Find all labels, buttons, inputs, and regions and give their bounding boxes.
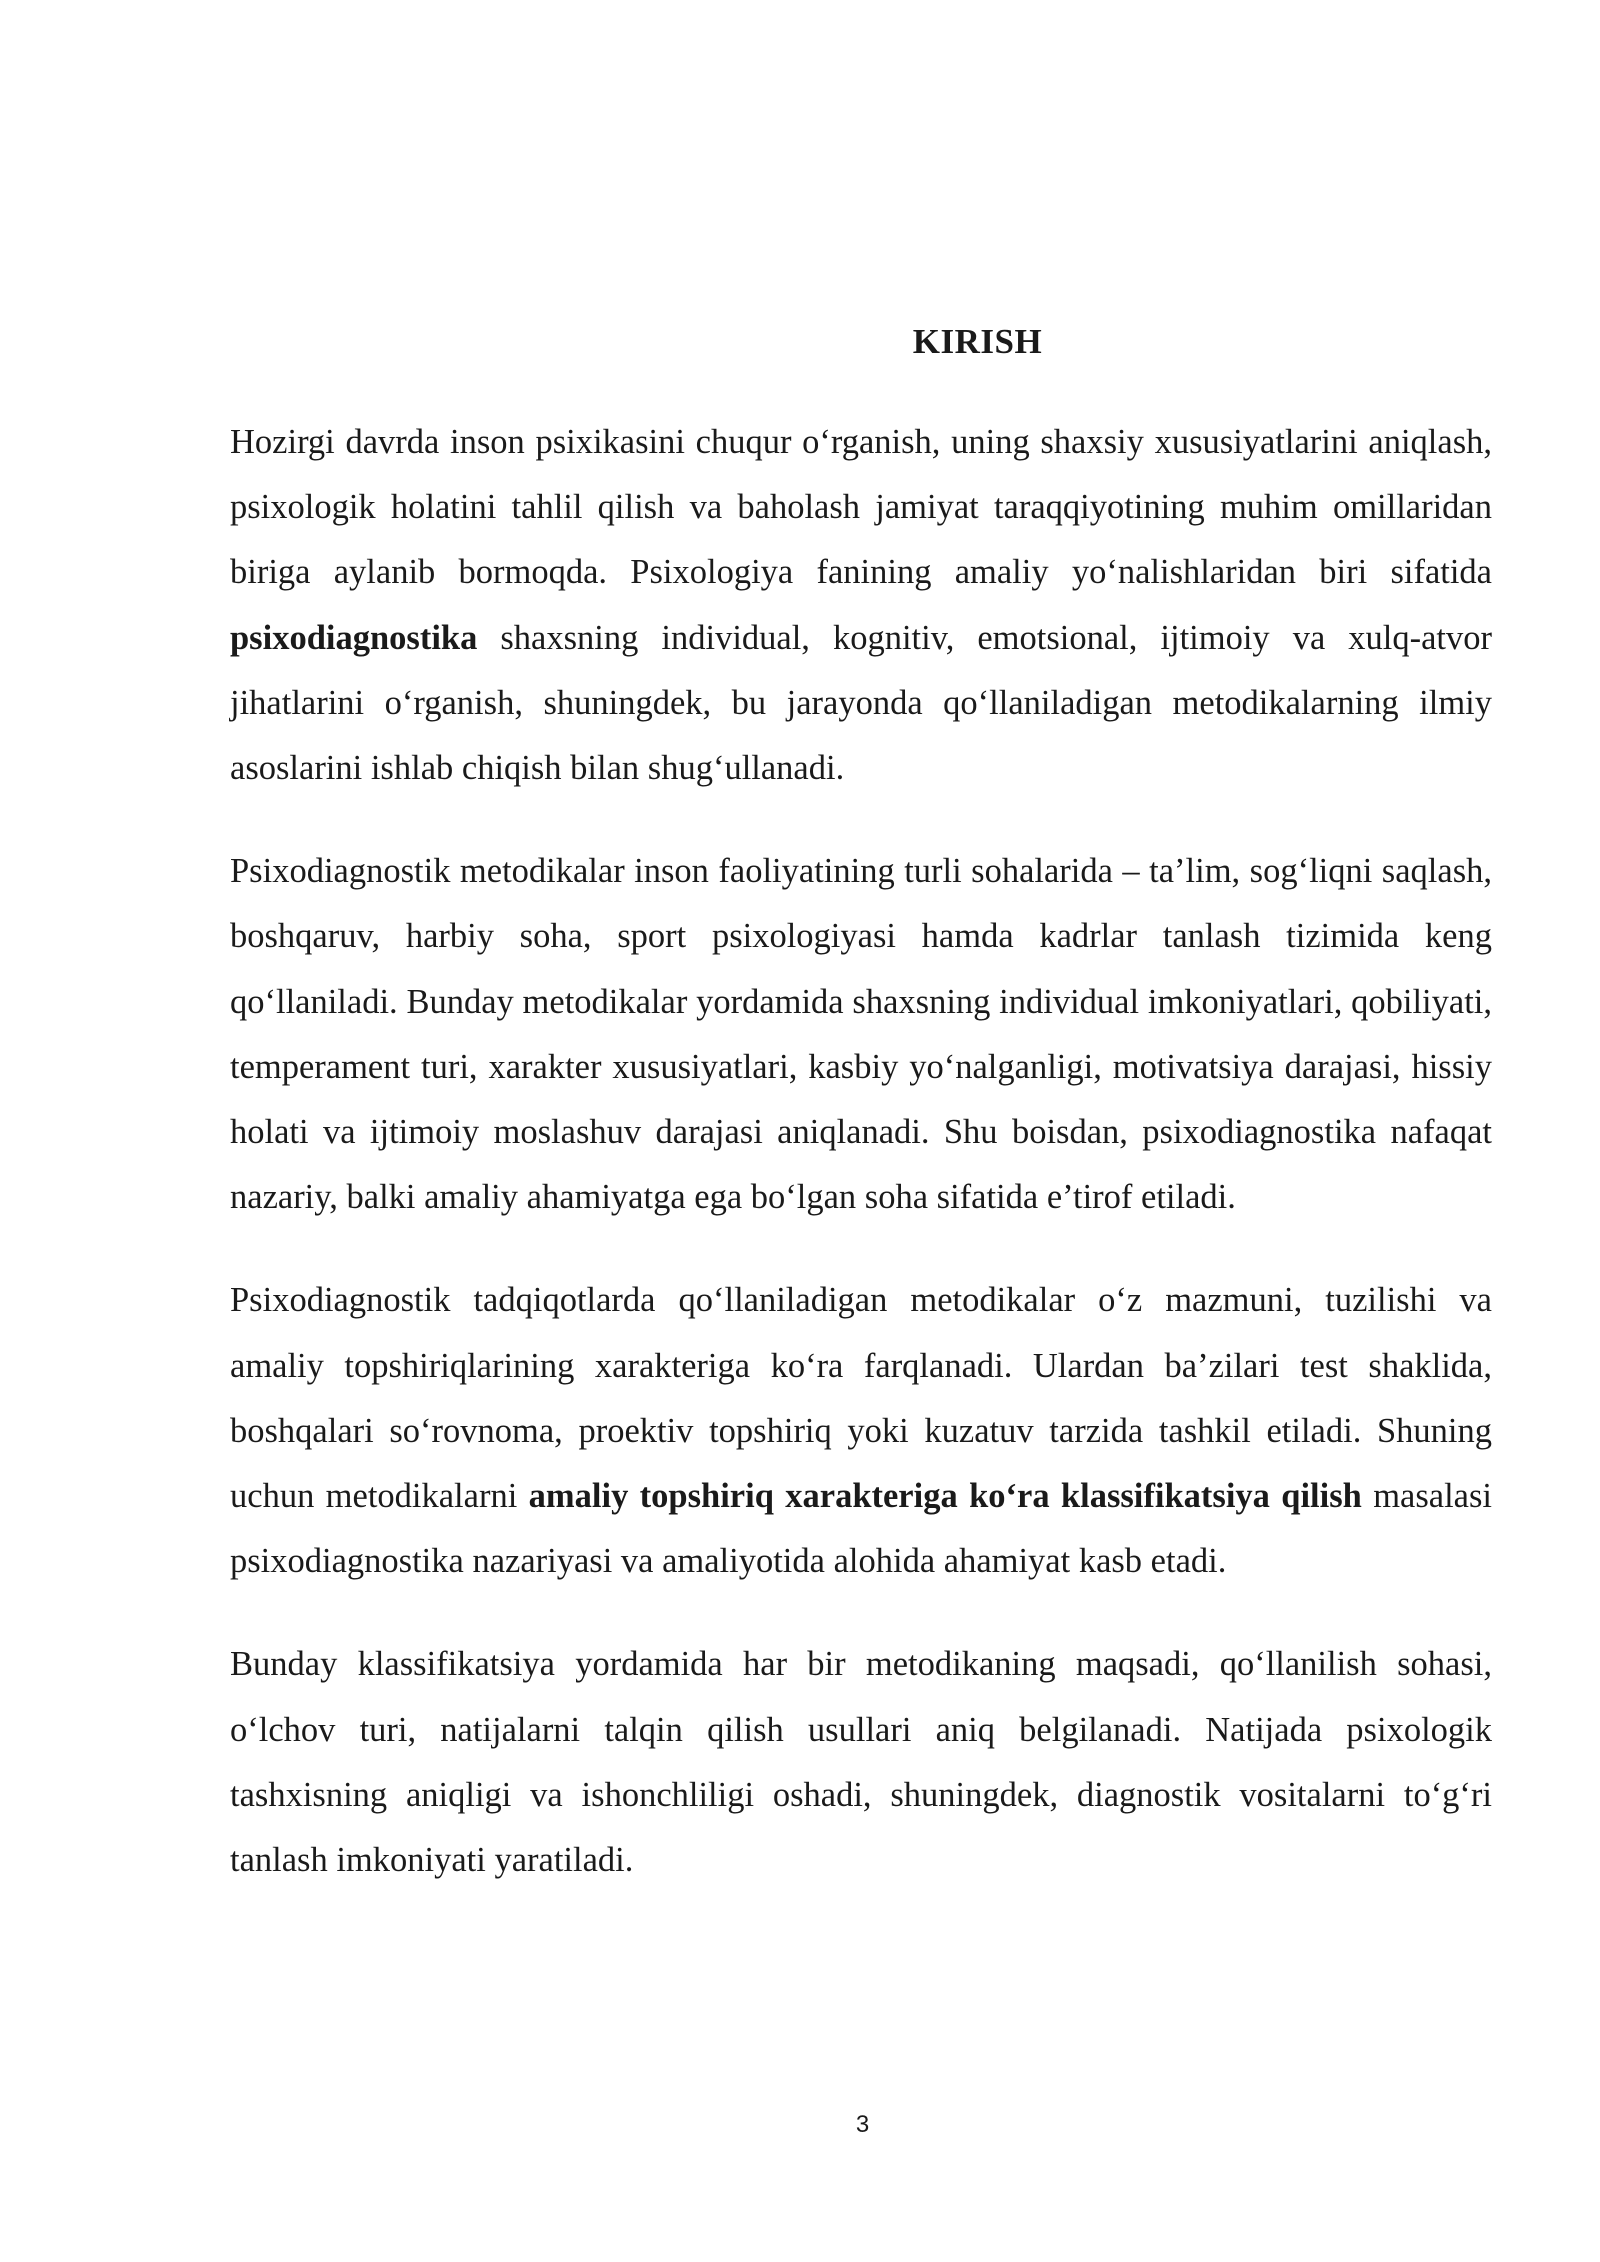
paragraph-text: Psixodiagnostik metodikalar inson faoliyatining turli sohalarida – ta’lim, sog‘liqni saqlash, boshqaruv, harbiy soha, sport psixologiyasi hamda kadrlar tanlash tizimida keng qo‘llaniladi. Bunday metodikalar yordamida shaxsning individual imkoniyatlari, qobiliyati, temperament turi, xarakter xususiyatlari, kasbiy yo‘nalganligi, motivatsiya darajasi, hissiy holati va ijtimoiy moslashuv darajasi aniqlanadi. Shu boisdan, psixodiagnostika nafaqat nazariy, balki amaliy ahamiyatga ega bo‘lgan soha sifatida e’tirof etiladi.: [230, 852, 1492, 1217]
page-title: KIRISH: [912, 322, 1043, 361]
paragraph-1: [230, 410, 1492, 801]
paragraph-text: shaxsning individual, kognitiv, emotsional, ijtimoiy va xulq-atvor jihatlarini o‘rganish, shuningdek, bu jarayonda qo‘llaniladigan metodikalarning ilmiy asoslarini ishlab chiqish bilan shug‘ullanadi.: [230, 618, 1492, 788]
paragraph-3: [230, 1268, 1492, 1594]
paragraph-text: masalasi psixodiagnostika nazariyasi va amaliyotida alohida ahamiyat kasb etadi.: [230, 1477, 1492, 1581]
paragraph-text: Psixodiagnostik tadqiqotlarda qo‘llaniladigan metodikalar o‘z mazmuni, tuzilishi va amaliy topshiriqlarining xarakteriga ko‘ra farqlanadi. Ulardan ba’zilari test shaklida, boshqalari so‘rovnoma, proektiv topshiriq yoki kuzatuv tarzida tashkil etiladi. Shuning uchun metodikalarni: [230, 1281, 1492, 1516]
paragraph-text: Hozirgi davrda inson psixikasini chuqur o‘rganish, uning shaxsiy xususiyatlarini aniqlash, psixologik holatini tahlil qilish va baholash jamiyat taraqqiyotining muhim omillaridan biriga aylanib bormoqda. Psixologiya fanining amaliy yo‘nalishlaridan biri sifatida: [230, 423, 1492, 592]
page-number: 3: [855, 2111, 870, 2138]
paragraph-2: [230, 839, 1492, 1230]
paragraph-4: [230, 1632, 1492, 1893]
bold-term-klassifikatsiya: amaliy topshiriq xarakteriga ko‘ra klassifikatsiya qilish: [528, 1477, 1362, 1516]
bold-term-psixodiagnostika: psixodiagnostika: [230, 618, 478, 657]
body-text: [230, 410, 1492, 1931]
paragraph-text: Bunday klassifikatsiya yordamida har bir metodikaning maqsadi, qo‘llanilish sohasi, o‘lchov turi, natijalarni talqin qilish usullari aniq belgilanadi. Natijada psixologik tashxisning aniqligi va ishonchliligi oshadi, shuningdek, diagnostik vositalarni to‘g‘ri tanlash imkoniyati yaratiladi.: [230, 1645, 1492, 1880]
